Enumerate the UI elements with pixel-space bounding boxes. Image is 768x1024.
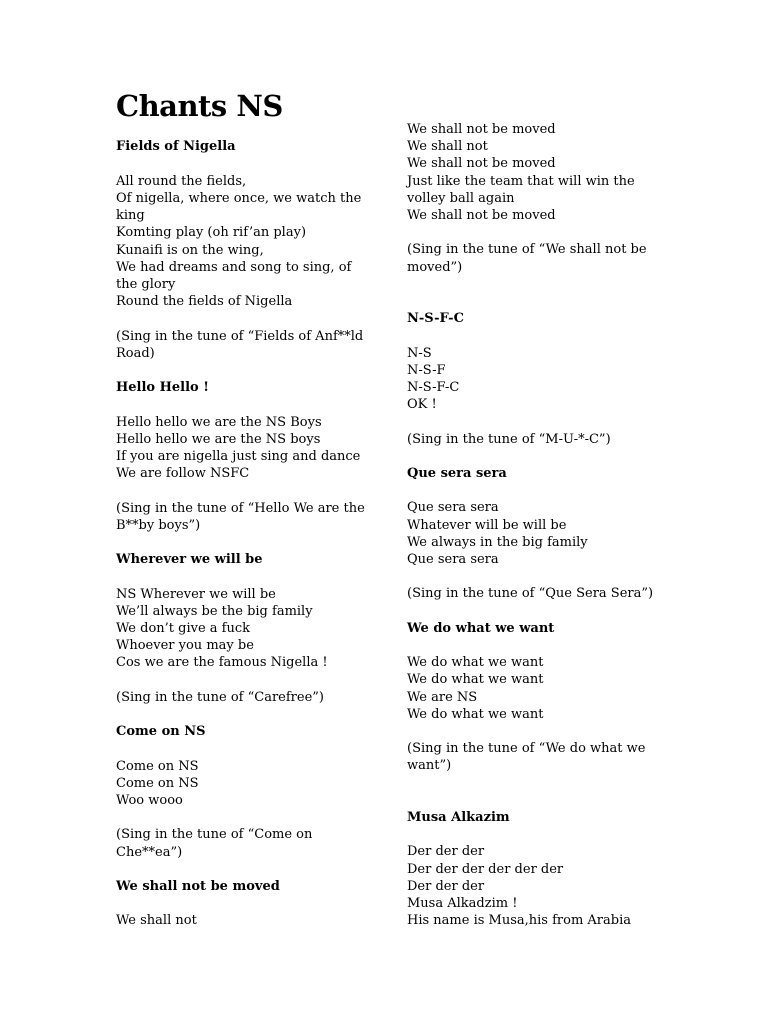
blank-line	[116, 672, 366, 689]
blank-line	[116, 310, 366, 327]
left-column	[116, 138, 366, 929]
lyric-line: We don’t give a fuck	[116, 620, 251, 636]
lyric-line: Whoever you may be	[116, 638, 254, 654]
lyric-line: Cos we are the famous Nigella !	[116, 655, 328, 671]
blank-line	[407, 276, 657, 293]
lyric-line: We do what we want	[407, 655, 544, 671]
lyric-line: volley ball again	[407, 190, 515, 206]
lyric-line: Whatever will be will be	[407, 517, 567, 533]
blank-line	[116, 534, 366, 551]
lyric-line: Che**ea”)	[116, 844, 183, 860]
lyric-line: (Sing in the tune of “Hello We are the	[116, 500, 365, 516]
section-heading: We do what we want	[407, 620, 555, 636]
lyric-line: (Sing in the tune of “M-U-*-C”)	[407, 431, 611, 447]
blank-line	[116, 706, 366, 723]
lyric-line: Come on NS	[116, 758, 199, 774]
blank-line	[116, 740, 366, 757]
lyric-line: (Sing in the tune of “Come on	[116, 827, 313, 843]
section-heading: Fields of Nigella	[116, 139, 236, 155]
section-heading: N-S-F-C	[407, 311, 464, 327]
lyric-line: We had dreams and song to sing, of	[116, 259, 352, 275]
blank-line	[407, 413, 657, 430]
lyric-line: Der der der	[407, 878, 485, 894]
lyric-line: (Sing in the tune of “Carefree”)	[116, 689, 324, 705]
blank-line	[407, 568, 657, 585]
lyric-line: OK !	[407, 397, 437, 413]
lyric-line: We are NS	[407, 689, 478, 705]
lyric-line: Der der der	[407, 844, 485, 860]
section-heading: Que sera sera	[407, 465, 507, 481]
lyric-line: Road)	[116, 345, 155, 361]
blank-line	[407, 637, 657, 654]
section-heading: We shall not be moved	[116, 878, 280, 894]
lyric-line: the glory	[116, 277, 176, 292]
blank-line	[116, 396, 366, 413]
lyric-line: Of nigella, where once, we watch the	[116, 190, 362, 206]
lyric-line: Hello hello we are the NS Boys	[116, 414, 322, 430]
lyric-line: We shall not	[116, 913, 197, 929]
blank-line	[116, 895, 366, 912]
lyric-line: We shall not be moved	[407, 208, 556, 224]
lyric-line: Que sera sera	[407, 551, 499, 567]
lyric-line: Komting play (oh rif’an play)	[116, 225, 307, 241]
lyric-line: We do what we want	[407, 706, 544, 722]
blank-line	[407, 448, 657, 465]
right-column	[407, 121, 657, 929]
lyric-line: N-S	[407, 345, 432, 361]
lyric-line: Musa Alkadzim !	[407, 895, 518, 911]
lyric-line: (Sing in the tune of “Que Sera Sera”)	[407, 586, 654, 602]
lyric-line: (Sing in the tune of “We do what we	[407, 741, 646, 757]
lyric-line: Come on NS	[116, 775, 199, 791]
lyric-line: Der der der der der der	[407, 861, 564, 877]
lyric-line: N-S-F	[407, 362, 446, 378]
blank-line	[116, 482, 366, 499]
lyric-line: want”)	[407, 758, 452, 774]
section-heading: Come on NS	[116, 724, 206, 740]
lyric-line: All round the fields,	[116, 173, 247, 189]
lyric-line: Hello hello we are the NS boys	[116, 431, 321, 447]
lyric-line: Woo wooo	[116, 792, 183, 808]
lyric-line: NS Wherever we will be	[116, 586, 276, 602]
lyric-line: (Sing in the tune of “We shall not be	[407, 242, 647, 258]
lyric-line: We shall not	[407, 139, 488, 155]
lyric-line: We shall not be moved	[407, 122, 556, 137]
blank-line	[407, 826, 657, 843]
lyric-line: B**by boys”)	[116, 517, 201, 533]
lyric-line: We’ll always be the big family	[116, 603, 313, 619]
lyric-line: Just like the team that will win the	[407, 173, 635, 189]
lyric-line: We shall not be moved	[407, 156, 556, 172]
blank-line	[407, 775, 657, 792]
section-heading: Musa Alkazim	[407, 809, 510, 825]
blank-line	[116, 861, 366, 878]
section-heading: Wherever we will be	[116, 552, 263, 568]
lyric-line: Kunaifi is on the wing,	[116, 242, 264, 258]
page-title: Chants NS	[116, 89, 283, 123]
section-heading: Hello Hello !	[116, 380, 209, 396]
lyric-line: king	[116, 208, 145, 224]
lyric-line: We always in the big family	[407, 534, 588, 550]
lyric-line: We do what we want	[407, 672, 544, 688]
lyric-line: N-S-F-C	[407, 379, 460, 395]
blank-line	[407, 327, 657, 344]
blank-line	[407, 224, 657, 241]
blank-line	[116, 809, 366, 826]
blank-line	[407, 792, 657, 809]
lyric-line: moved”)	[407, 259, 463, 275]
blank-line	[407, 603, 657, 620]
lyric-line: Que sera sera	[407, 500, 499, 516]
lyric-line: His name is Musa,his from Arabia	[407, 913, 632, 929]
blank-line	[407, 482, 657, 499]
blank-line	[407, 293, 657, 310]
lyric-line: We are follow NSFC	[116, 466, 250, 482]
blank-line	[116, 362, 366, 379]
blank-line	[116, 568, 366, 585]
blank-line	[407, 723, 657, 740]
lyric-line: (Sing in the tune of “Fields of Anf**ld	[116, 328, 364, 344]
lyric-line: If you are nigella just sing and dance	[116, 448, 361, 464]
blank-line	[116, 156, 366, 173]
lyric-line: Round the fields of Nigella	[116, 294, 293, 310]
